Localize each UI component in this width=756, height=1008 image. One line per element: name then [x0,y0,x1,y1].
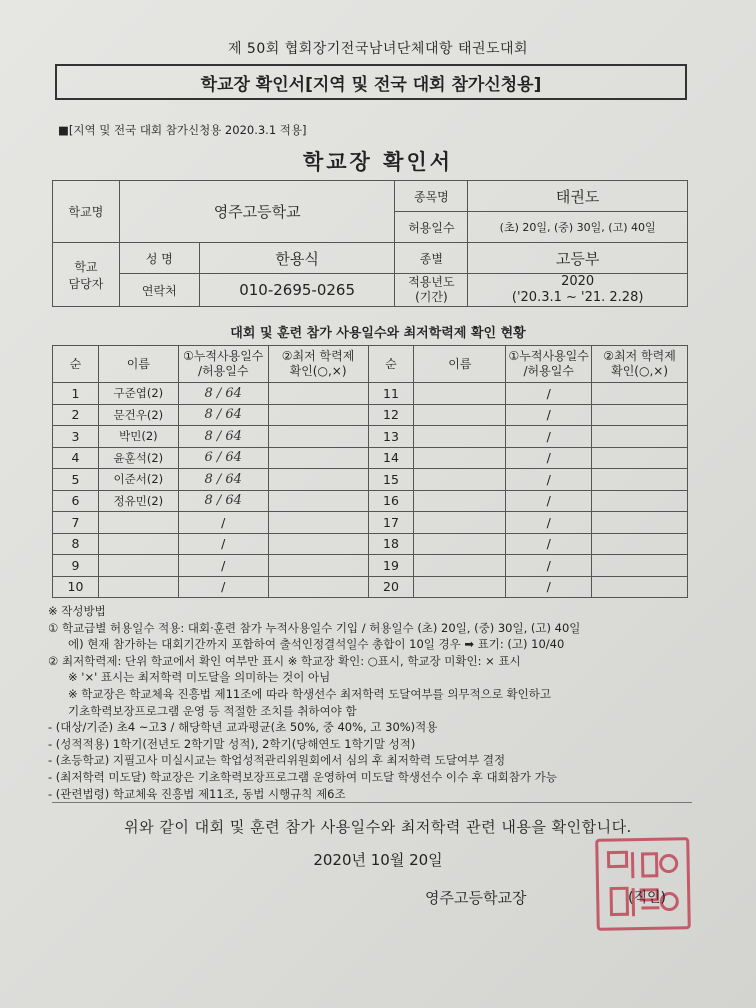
header-days-left-line-2: /허용일수 [198,364,249,378]
event-name-label: 종목명 [395,181,468,212]
row-days-left: 8 / 64 [178,469,268,491]
contact-name-value: 한용식 [199,243,395,274]
row-check-left [268,555,368,577]
row-no-right: 20 [368,576,414,598]
school-name-value: 영주고등학교 [119,181,395,243]
table-row [53,404,688,426]
applied-year-label-line-2: (기간) [415,290,448,304]
row-no-right: 12 [368,404,414,426]
table-row [53,512,688,534]
instruction-line: - (초등학교) 지필고사 미실시교는 학업성적관리위원회에서 심의 후 최저학력 도달여부 결정 [48,753,506,768]
row-days-left: 8 / 64 [178,490,268,512]
row-days-right: / [506,533,592,555]
row-days-right: / [506,447,592,469]
row-no-left: 10 [53,576,99,598]
instruction-line: 에) 현재 참가하는 대회기간까지 포함하여 출석인정결석일수 총합이 10일 경우 ➡ 표기: (고) 10/40 [68,637,565,652]
header-check-left [268,346,368,383]
instruction-line: - (관련법령) 학교체육 진흥법 제11조, 동법 시행규칙 제6조 [48,786,346,801]
row-no-right: 15 [368,469,414,491]
row-no-right: 16 [368,490,414,512]
row-no-left: 6 [53,490,99,512]
row-days-left: 8 / 64 [178,426,268,448]
row-name-right [414,533,506,555]
divider-line [52,802,692,803]
row-no-right: 19 [368,555,414,577]
principal-signature: 영주고등학교장 [425,889,527,907]
row-name-left: 정유민(2) [98,490,178,512]
table-row [53,576,688,598]
division-value: 고등부 [468,243,688,274]
row-name-left: 박민(2) [98,426,178,448]
row-days-left: 6 / 64 [178,447,268,469]
event-name-value: 태권도 [468,181,688,212]
contact-person-label [53,243,120,307]
row-check-left [268,383,368,405]
confirmation-statement: 위와 같이 대회 및 훈련 참가 사용일수와 최저학력 관련 내용을 확인합니다. [124,818,632,836]
row-name-right [414,490,506,512]
row-days-right: / [506,576,592,598]
instruction-line: ※ 학교장은 학교체육 진흥법 제11조에 따라 학생선수 최저학력 도달여부를 의무적으로 확인하고 [68,686,551,701]
instruction-line: ② 최저학력제: 단위 학교에서 확인 여부만 표시 ※ 학교장 확인: ○표시, 학교장 미확인: × 표시 [48,653,521,668]
instruction-line: - (최저학력 미도달) 학교장은 기초학력보장프로그램 운영하여 미도달 학생선수 이수 후 대회참가 가능 [48,769,557,784]
row-no-left: 4 [53,447,99,469]
row-name-left: 윤훈석(2) [98,447,178,469]
row-name-right [414,404,506,426]
row-check-right [592,469,688,491]
row-name-left: 구준엽(2) [98,383,178,405]
row-name-left [98,512,178,534]
table-row [53,555,688,577]
row-check-left [268,447,368,469]
row-no-left: 7 [53,512,99,534]
row-days-left: 8 / 64 [178,383,268,405]
contact-label-line-1: 학교 [74,259,98,274]
row-days-right: / [506,426,592,448]
row-check-right [592,404,688,426]
row-name-left [98,576,178,598]
instruction-line: - (성적적용) 1학기(전년도 2학기말 성적), 2학기(당해연도 1학기말 성적) [48,736,416,751]
row-days-right: / [506,555,592,577]
row-check-left [268,469,368,491]
header-days-right-line-2: /허용일수 [523,364,574,378]
row-days-right: / [506,404,592,426]
application-note-tag: ■[지역 및 전국 대회 참가신청용 2020.3.1 적용] [58,123,307,137]
row-check-left [268,490,368,512]
row-name-right [414,555,506,577]
header-no-right: 순 [368,346,414,383]
row-no-right: 18 [368,533,414,555]
contact-name-label: 성 명 [119,243,199,274]
row-name-right [414,469,506,491]
header-no-left: 순 [53,346,99,383]
row-check-left [268,512,368,534]
header-days-left [178,346,268,383]
row-name-right [414,576,506,598]
instruction-line: 기초학력보장프로그램 운영 등 적절한 조치를 취하여야 함 [68,703,357,718]
row-days-right: / [506,469,592,491]
official-seal-stamp [595,837,691,931]
row-name-left: 문건우(2) [98,404,178,426]
row-days-right: / [506,490,592,512]
row-days-left: 8 / 64 [178,404,268,426]
row-no-right: 13 [368,426,414,448]
table-row [53,447,688,469]
table-row [53,533,688,555]
seal-label: (직인) [628,890,666,906]
instruction-line: ① 학교급별 허용일수 적용: 대회·훈련 참가 누적사용일수 기입 / 허용일수 (초) 20일, (중) 30일, (고) 40일 [48,620,581,635]
applied-year-value [468,274,688,307]
applied-year-label-line-1: 적용년도 [408,275,455,289]
row-no-right: 14 [368,447,414,469]
form-title: 학교장 확인서[지역 및 전국 대회 참가신청용] [55,64,687,100]
header-days-right-line-1: ①누적사용일수 [508,349,589,363]
row-name-right [414,426,506,448]
table-row [53,490,688,512]
row-check-left [268,576,368,598]
roster-header-row [53,346,688,383]
row-days-left: / [178,533,268,555]
row-no-right: 17 [368,512,414,534]
header-check-left-line-2: 확인(○,×) [289,364,347,378]
row-check-right [592,533,688,555]
row-days-right: / [506,512,592,534]
table-row [53,426,688,448]
applied-year-value-line-1: 2020 [561,274,595,289]
row-days-left: / [178,576,268,598]
row-days-left: / [178,512,268,534]
header-days-right [506,346,592,383]
roster-section-title: 대회 및 훈련 참가 사용일수와 최저학력제 확인 현황 [230,326,526,341]
phone-value: 010-2695-0265 [199,274,395,307]
header-check-right-line-2: 확인(○,×) [611,364,668,378]
row-no-right: 11 [368,383,414,405]
division-label: 종별 [395,243,468,274]
header-days-left-line-1: ①누적사용일수 [183,349,264,363]
applied-year-label [395,274,468,307]
allowed-days-label: 허용일수 [395,212,468,243]
row-check-right [592,555,688,577]
event-title: 제 50회 협회장기전국남녀단체대항 태권도대회 [227,41,529,57]
row-days-left: / [178,555,268,577]
row-name-right [414,512,506,534]
contact-label-line-2: 담당자 [68,276,104,291]
athlete-roster-table [52,345,688,598]
row-name-right [414,447,506,469]
writing-instructions [48,603,698,802]
row-no-left: 5 [53,469,99,491]
row-name-left [98,533,178,555]
row-no-left: 9 [53,555,99,577]
row-no-left: 3 [53,426,99,448]
instruction-line: ※ 작성방법 [48,604,106,618]
row-check-right [592,576,688,598]
header-check-right-line-1: ②최저 학력제 [603,349,676,363]
row-name-left: 이준서(2) [98,469,178,491]
seal-icon [602,843,683,924]
instruction-line: ※ '×' 표시는 최저학력 미도달을 의미하는 것이 아님 [68,670,331,685]
document-title: 학교장 확인서 [302,150,454,174]
row-no-left: 1 [53,383,99,405]
table-row [53,383,688,405]
school-info-table [52,180,688,307]
row-name-right [414,383,506,405]
row-check-right [592,426,688,448]
allowed-days-value: (초) 20일, (중) 30일, (고) 40일 [468,212,688,243]
phone-label: 연락처 [119,274,199,307]
header-name-left: 이름 [98,346,178,383]
issue-date: 2020년 10월 20일 [313,851,443,869]
row-check-right [592,447,688,469]
instruction-line: - (대상/기준) 초4 ~고3 / 해당학년 교과평균(초 50%, 중 40%, 고 30%)적용 [48,720,438,735]
header-name-right: 이름 [414,346,506,383]
school-name-label: 학교명 [53,181,120,243]
applied-year-value-line-2: ('20.3.1 ~ '21. 2.28) [511,290,644,305]
row-check-left [268,533,368,555]
row-no-left: 2 [53,404,99,426]
row-days-right: / [506,383,592,405]
row-no-left: 8 [53,533,99,555]
table-row [53,469,688,491]
row-check-left [268,426,368,448]
row-check-left [268,404,368,426]
row-check-right [592,490,688,512]
header-check-right [592,346,688,383]
row-name-left [98,555,178,577]
row-check-right [592,512,688,534]
row-check-right [592,383,688,405]
header-check-left-line-1: ②최저 학력제 [281,349,355,363]
